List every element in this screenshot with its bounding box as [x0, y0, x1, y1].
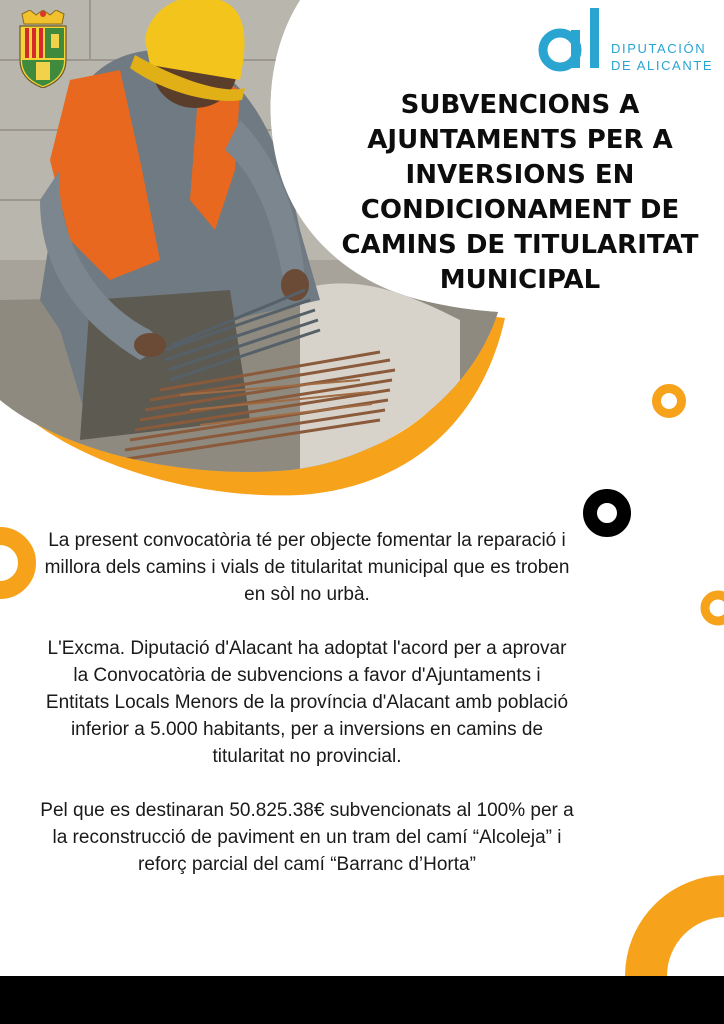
logo-text [611, 40, 713, 74]
logo-line2: DE ALICANTE [611, 58, 714, 73]
paragraph-intro: La present convocatòria té per objecte fomentar la reparació i millora dels camins i vials de titularitat municipal que es troben en sòl no urbà. [44, 530, 570, 606]
title-line: SUBVENCIONS A [400, 90, 640, 120]
title-line: CAMINS DE TITULARITAT [341, 230, 699, 260]
paragraph-amount: Pel que es destinaran 50.825.38€ subvencionats al 100% per a la reconstrucció de paviment en un tram del camí “Alcoleja” i reforç parcial del camí “Barranc d’Horta” [40, 799, 574, 876]
body-text [40, 527, 574, 904]
logo-line1: DIPUTACIÓN [611, 41, 707, 56]
title-line: MUNICIPAL [439, 265, 601, 295]
black-ring-icon [582, 488, 632, 538]
orange-half-ring-right-icon [698, 588, 724, 628]
page-title [330, 88, 710, 298]
municipal-coat-of-arms-icon [16, 10, 70, 88]
orange-half-ring-left-icon [0, 526, 36, 600]
orange-ring-icon [651, 383, 687, 419]
title-line: AJUNTAMENTS PER A [367, 125, 673, 155]
bottom-bar [0, 976, 724, 1024]
paragraph-agreement: L'Excma. Diputació d'Alacant ha adoptat l'acord per a aprovar la Convocatòria de subvencions a favor d'Ajuntaments i Entitats Locals Menors de la província d'Alacant amb població inferior a 5.000 habitants, per a inversions en camins de titularitat no provincial. [45, 637, 569, 768]
title-line: INVERSIONS EN [405, 160, 635, 190]
logo-mark-icon [538, 6, 610, 78]
orange-large-arc-icon [618, 852, 724, 976]
title-line: CONDICIONAMENT DE [360, 195, 680, 225]
